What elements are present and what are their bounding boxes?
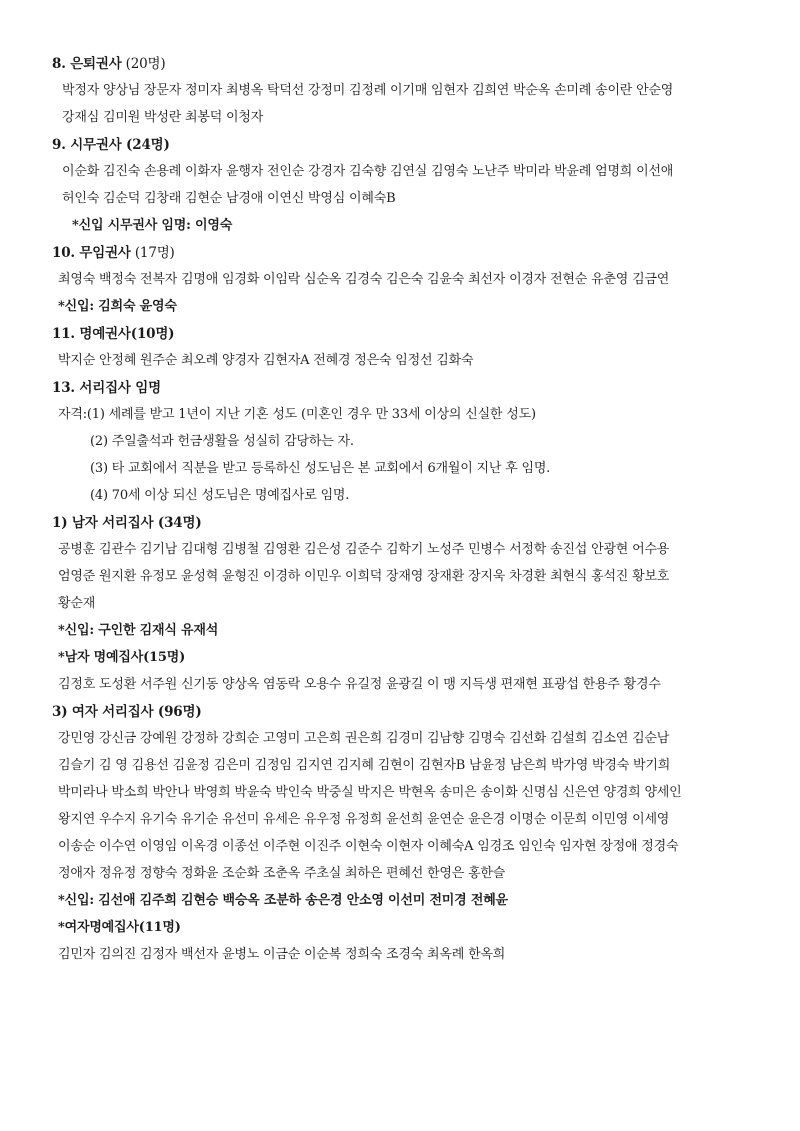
women-deacons-heading: 3) 여자 서리집사 (96명): [52, 704, 202, 720]
men-deacons-heading: 1) 남자 서리집사 (34명): [52, 515, 202, 531]
section-9-names-line-1: 이순화 김진숙 손용례 이화자 윤행자 전인순 강경자 김숙향 김연실 김영숙 노난주 박미라 박윤례 엄명희 이선애: [62, 164, 674, 179]
section-10-names: 최영숙 백정숙 전복자 김명애 임경화 이임락 심순옥 김경숙 김은숙 김윤숙 최선자 이경자 전현순 유춘영 김금연: [58, 272, 670, 287]
section-8-heading: [52, 54, 165, 74]
section-8-count: (20명): [121, 56, 166, 72]
section-9-new-appointment: *신입 시무권사 임명: 이영숙: [72, 218, 233, 233]
section-8-names-line-1: 박정자 양상님 장문자 정미자 최병옥 탁덕선 강정미 김정례 이기매 임현자 김희연 박순옥 손미례 송이란 안순영: [62, 83, 674, 98]
women-honorary-heading: *여자명예집사(11명): [58, 920, 181, 935]
section-8-title: 8. 은퇴권사: [52, 56, 122, 72]
qualification-4: (4) 70세 이상 되신 성도님은 명예집사로 임명.: [90, 488, 350, 503]
section-10-count: (17명): [130, 245, 175, 261]
section-9-names-line-2: 허인숙 김순덕 김창래 김현순 남경애 이연신 박영심 이혜숙B: [62, 191, 396, 206]
qualification-3: (3) 타 교회에서 직분을 받고 등록하신 성도님은 본 교회에서 6개월이 지난 후 임명.: [90, 461, 551, 476]
qualification-1: 자격:(1) 세례를 받고 1년이 지난 기혼 성도 (미혼인 경우 만 33세 이상의 신실한 성도): [58, 407, 536, 422]
women-deacons-names-line-5: 이송순 이수연 이영임 이옥경 이종선 이주현 이진주 이현숙 이현자 이혜숙A 임경조 임인숙 임자현 장정애 정경숙: [58, 839, 679, 854]
women-deacons-names-line-6: 정애자 정유정 정향숙 정화윤 조순화 조춘옥 주초실 최하은 편혜선 한영은 홍한슬: [58, 866, 506, 881]
section-8-names-line-2: 강재심 김미원 박성란 최봉덕 이청자: [62, 110, 264, 125]
men-deacons-names-line-1: 공병훈 김관수 김기남 김대형 김병철 김영환 김은성 김준수 김학기 노성주 민병수 서정학 송진섭 안광현 어수용: [58, 542, 670, 557]
men-honorary-heading: *남자 명예집사(15명): [58, 650, 186, 665]
men-deacons-names-line-3: 황순재: [58, 596, 96, 611]
men-deacons-names-line-2: 엄영준 원지환 유정모 윤성혁 윤형진 이경하 이민우 이희덕 장재영 장재환 장지욱 차경환 최현식 홍석진 황보호: [58, 569, 670, 584]
section-10-new: *신입: 김희숙 윤영숙: [58, 299, 177, 314]
women-deacons-names-line-1: 강민영 강신금 강예원 강정하 강희순 고영미 고은희 권은희 김경미 김남향 김명숙 김선화 김설희 김소연 김순남: [58, 731, 670, 746]
women-deacons-names-line-2: 김슬기 김 영 김용선 김윤정 김은미 김정임 김지연 김지혜 김현이 김현자B 남윤정 남은희 박가영 박경숙 박기희: [58, 758, 671, 773]
section-13-heading: 13. 서리집사 임명: [52, 380, 161, 396]
men-deacons-new: *신입: 구인한 김재식 유재석: [58, 623, 219, 638]
section-10-title: 10. 무임권사: [52, 245, 131, 261]
women-honorary-names: 김민자 김의진 김정자 백선자 윤병노 이금순 이순복 정희숙 조경숙 최옥례 한옥희: [58, 947, 506, 962]
women-deacons-names-line-4: 왕지연 우수지 유기숙 유기순 유선미 유세은 유우정 유정희 윤선희 윤연순 윤은경 이명순 이문희 이민영 이세영: [58, 812, 670, 827]
section-11-heading: 11. 명예권사(10명): [52, 326, 175, 342]
section-11-names: 박지순 안정혜 원주순 최오례 양경자 김현자A 전혜경 정은숙 임정선 김화숙: [58, 353, 474, 368]
women-deacons-new: *신입: 김선애 김주희 김현승 백승옥 조분하 송은경 안소영 이선미 전미경 전혜윤: [58, 893, 508, 908]
qualification-2: (2) 주일출석과 헌금생활을 성실히 감당하는 자.: [90, 434, 354, 449]
section-10-heading: [52, 243, 175, 263]
men-honorary-names: 김정호 도성환 서주원 신기동 양상옥 염동락 오용수 유길정 윤광길 이 맹 지득생 편재현 표광섭 한용주 황경수: [58, 677, 661, 692]
women-deacons-names-line-3: 박미라나 박소희 박안나 박영희 박윤숙 박인숙 박중실 박지은 박현옥 송미은 송이화 신명심 신은연 양경희 양세인: [58, 785, 682, 800]
section-9-heading: 9. 시무권사 (24명): [52, 137, 170, 153]
